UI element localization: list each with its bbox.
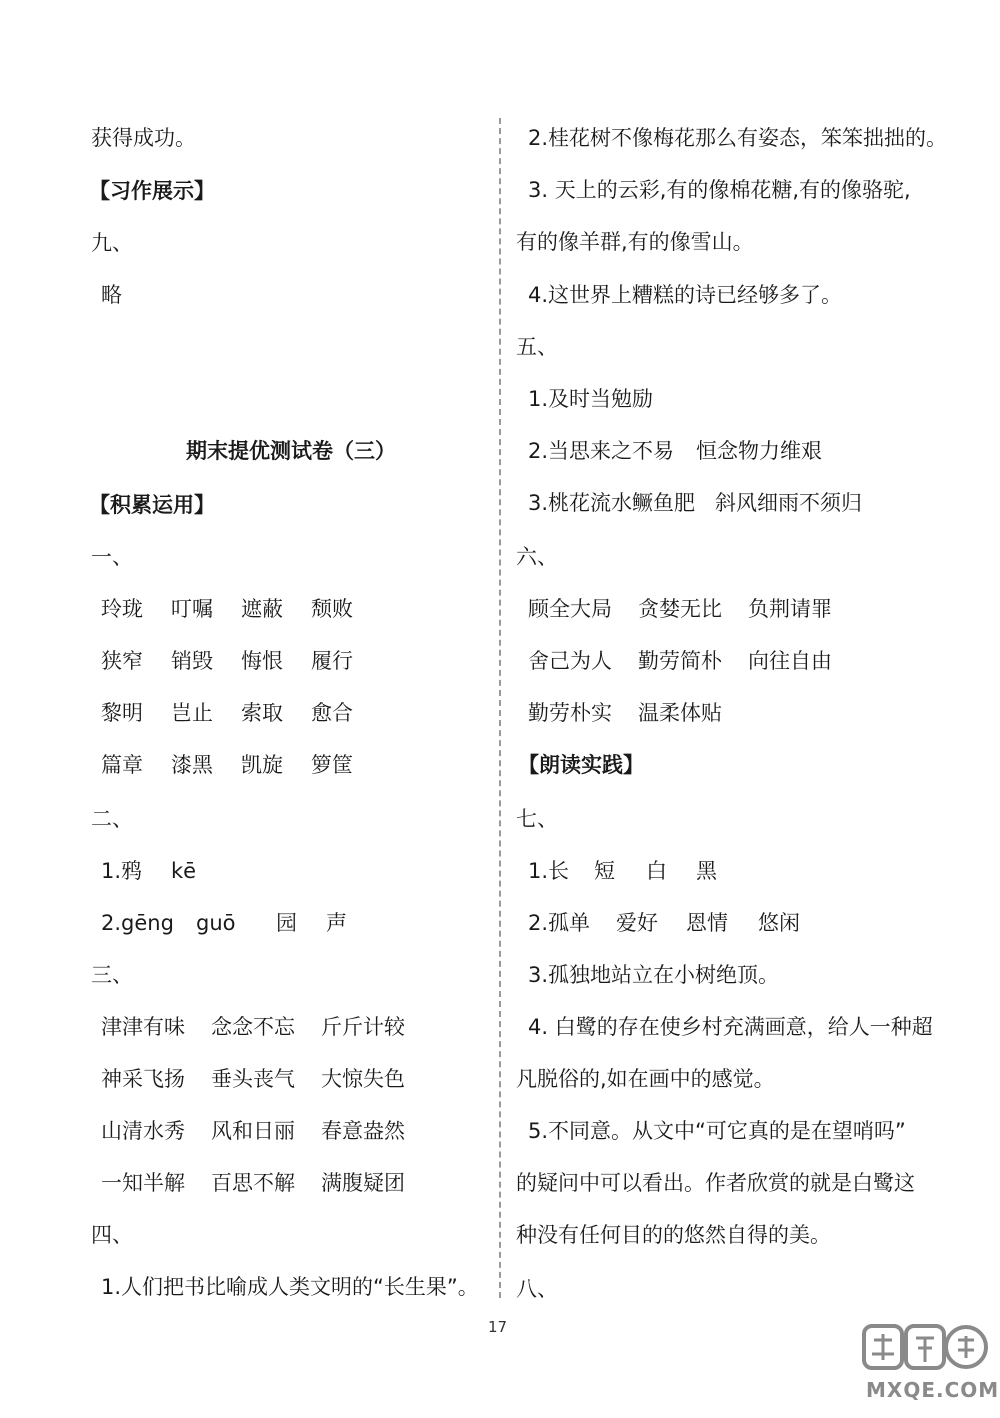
idiom: 百思不解	[211, 1171, 295, 1195]
answer: 1.长	[528, 859, 570, 883]
answer: 声	[326, 911, 347, 935]
word: 狭窄	[101, 649, 143, 673]
verse: 恒念物力维艰	[696, 439, 822, 463]
q4-answer-2: 2.桂花树不像梅花那么有姿态，笨笨拙拙的。	[528, 126, 948, 150]
word: 索取	[241, 701, 283, 725]
q4-answer-3a: 3. 天上的云彩,有的像棉花糖,有的像骆驼,	[528, 178, 911, 202]
verse: 3.桃花流水鳜鱼肥	[528, 491, 696, 515]
idiom: 春意盎然	[321, 1119, 405, 1143]
word: 销毁	[171, 649, 213, 673]
section-4: 四、	[91, 1223, 133, 1247]
pinyin: 2.gēng	[101, 911, 174, 935]
answer: 园	[276, 911, 297, 935]
answer: 2.孤单	[528, 911, 591, 935]
column-divider	[499, 118, 501, 1298]
left-line-1: 获得成功。	[91, 126, 196, 150]
answer: 白	[646, 859, 667, 883]
q7-answer-5b: 的疑问中可以看出。作者欣赏的就是白鹭这	[516, 1171, 915, 1195]
q4-answer-1: 1.人们把书比喻成人类文明的“长生果”。	[101, 1275, 479, 1299]
section-9: 九、	[91, 231, 133, 255]
idiom: 满腹疑团	[321, 1171, 405, 1195]
pinyin: kē	[171, 859, 197, 883]
idiom: 顾全大局	[528, 597, 612, 621]
verse: 斜风细雨不须归	[715, 491, 862, 515]
section-1: 一、	[91, 545, 133, 569]
idiom: 贪婪无比	[638, 597, 722, 621]
idiom: 垂头丧气	[211, 1067, 295, 1091]
word: 遮蔽	[241, 597, 283, 621]
heading-reading: 【朗读实践】	[518, 753, 644, 777]
word: 玲珑	[101, 597, 143, 621]
word: 愈合	[311, 701, 353, 725]
section-5: 五、	[516, 335, 558, 359]
q7-answer-4a: 4. 白鹭的存在使乡村充满画意，给人一种超	[528, 1015, 933, 1039]
idiom: 舍己为人	[528, 649, 612, 673]
word: 叮嘱	[171, 597, 213, 621]
q7-answer-5a: 5.不同意。从文中“可它真的是在望哨吗”	[528, 1119, 906, 1143]
idiom: 神采飞扬	[101, 1067, 185, 1091]
idiom: 一知半解	[101, 1171, 185, 1195]
answer-omitted: 略	[101, 283, 122, 307]
answer: 悠闲	[758, 911, 800, 935]
idiom: 勤劳朴实	[528, 701, 612, 725]
word: 黎明	[101, 701, 143, 725]
word: 岂止	[171, 701, 213, 725]
idiom: 斤斤计较	[321, 1015, 405, 1039]
word: 篇章	[101, 753, 143, 777]
section-7: 七、	[516, 807, 558, 831]
answer: 爱好	[616, 911, 658, 935]
section-2: 二、	[91, 807, 133, 831]
q7-answer-3: 3.孤独地站立在小树绝顶。	[528, 963, 780, 987]
pinyin: guō	[196, 911, 236, 935]
heading-practice: 【习作展示】	[89, 179, 215, 203]
answer: 黑	[696, 859, 717, 883]
watermark-text: MXQE.COM	[866, 1378, 1000, 1402]
idiom: 风和日丽	[211, 1119, 295, 1143]
q5-answer-1: 1.及时当勉励	[528, 387, 654, 411]
word: 履行	[311, 649, 353, 673]
idiom: 念念不忘	[211, 1015, 295, 1039]
idiom: 负荆请罪	[748, 597, 832, 621]
section-3: 三、	[91, 963, 133, 987]
exam-title: 期末提优测试卷（三）	[186, 439, 396, 463]
answer: 恩情	[686, 911, 728, 935]
idiom: 向往自由	[748, 649, 832, 673]
word: 漆黑	[171, 753, 213, 777]
idiom: 温柔体贴	[638, 701, 722, 725]
heading-accumulation: 【积累运用】	[89, 493, 215, 517]
answer: 短	[594, 859, 615, 883]
word: 箩筐	[311, 753, 353, 777]
idiom: 山清水秀	[101, 1119, 185, 1143]
word: 颓败	[311, 597, 353, 621]
q4-answer-4: 4.这世界上糟糕的诗已经够多了。	[528, 283, 843, 307]
q4-answer-3b: 有的像羊群,有的像雪山。	[516, 230, 754, 254]
verse: 2.当思来之不易	[528, 439, 675, 463]
word: 悔恨	[241, 649, 283, 673]
word: 凯旋	[241, 753, 283, 777]
answer: 1.鸦	[101, 859, 143, 883]
q7-answer-5c: 种没有任何目的的悠然自得的美。	[516, 1223, 831, 1247]
section-6: 六、	[516, 545, 558, 569]
section-8: 八、	[516, 1277, 558, 1301]
watermark-logo	[860, 1320, 1000, 1410]
page-number: 17	[488, 1318, 508, 1336]
idiom: 勤劳简朴	[638, 649, 722, 673]
q7-answer-4b: 凡脱俗的,如在画中的感觉。	[516, 1067, 775, 1091]
idiom: 津津有味	[101, 1015, 185, 1039]
idiom: 大惊失色	[321, 1067, 405, 1091]
